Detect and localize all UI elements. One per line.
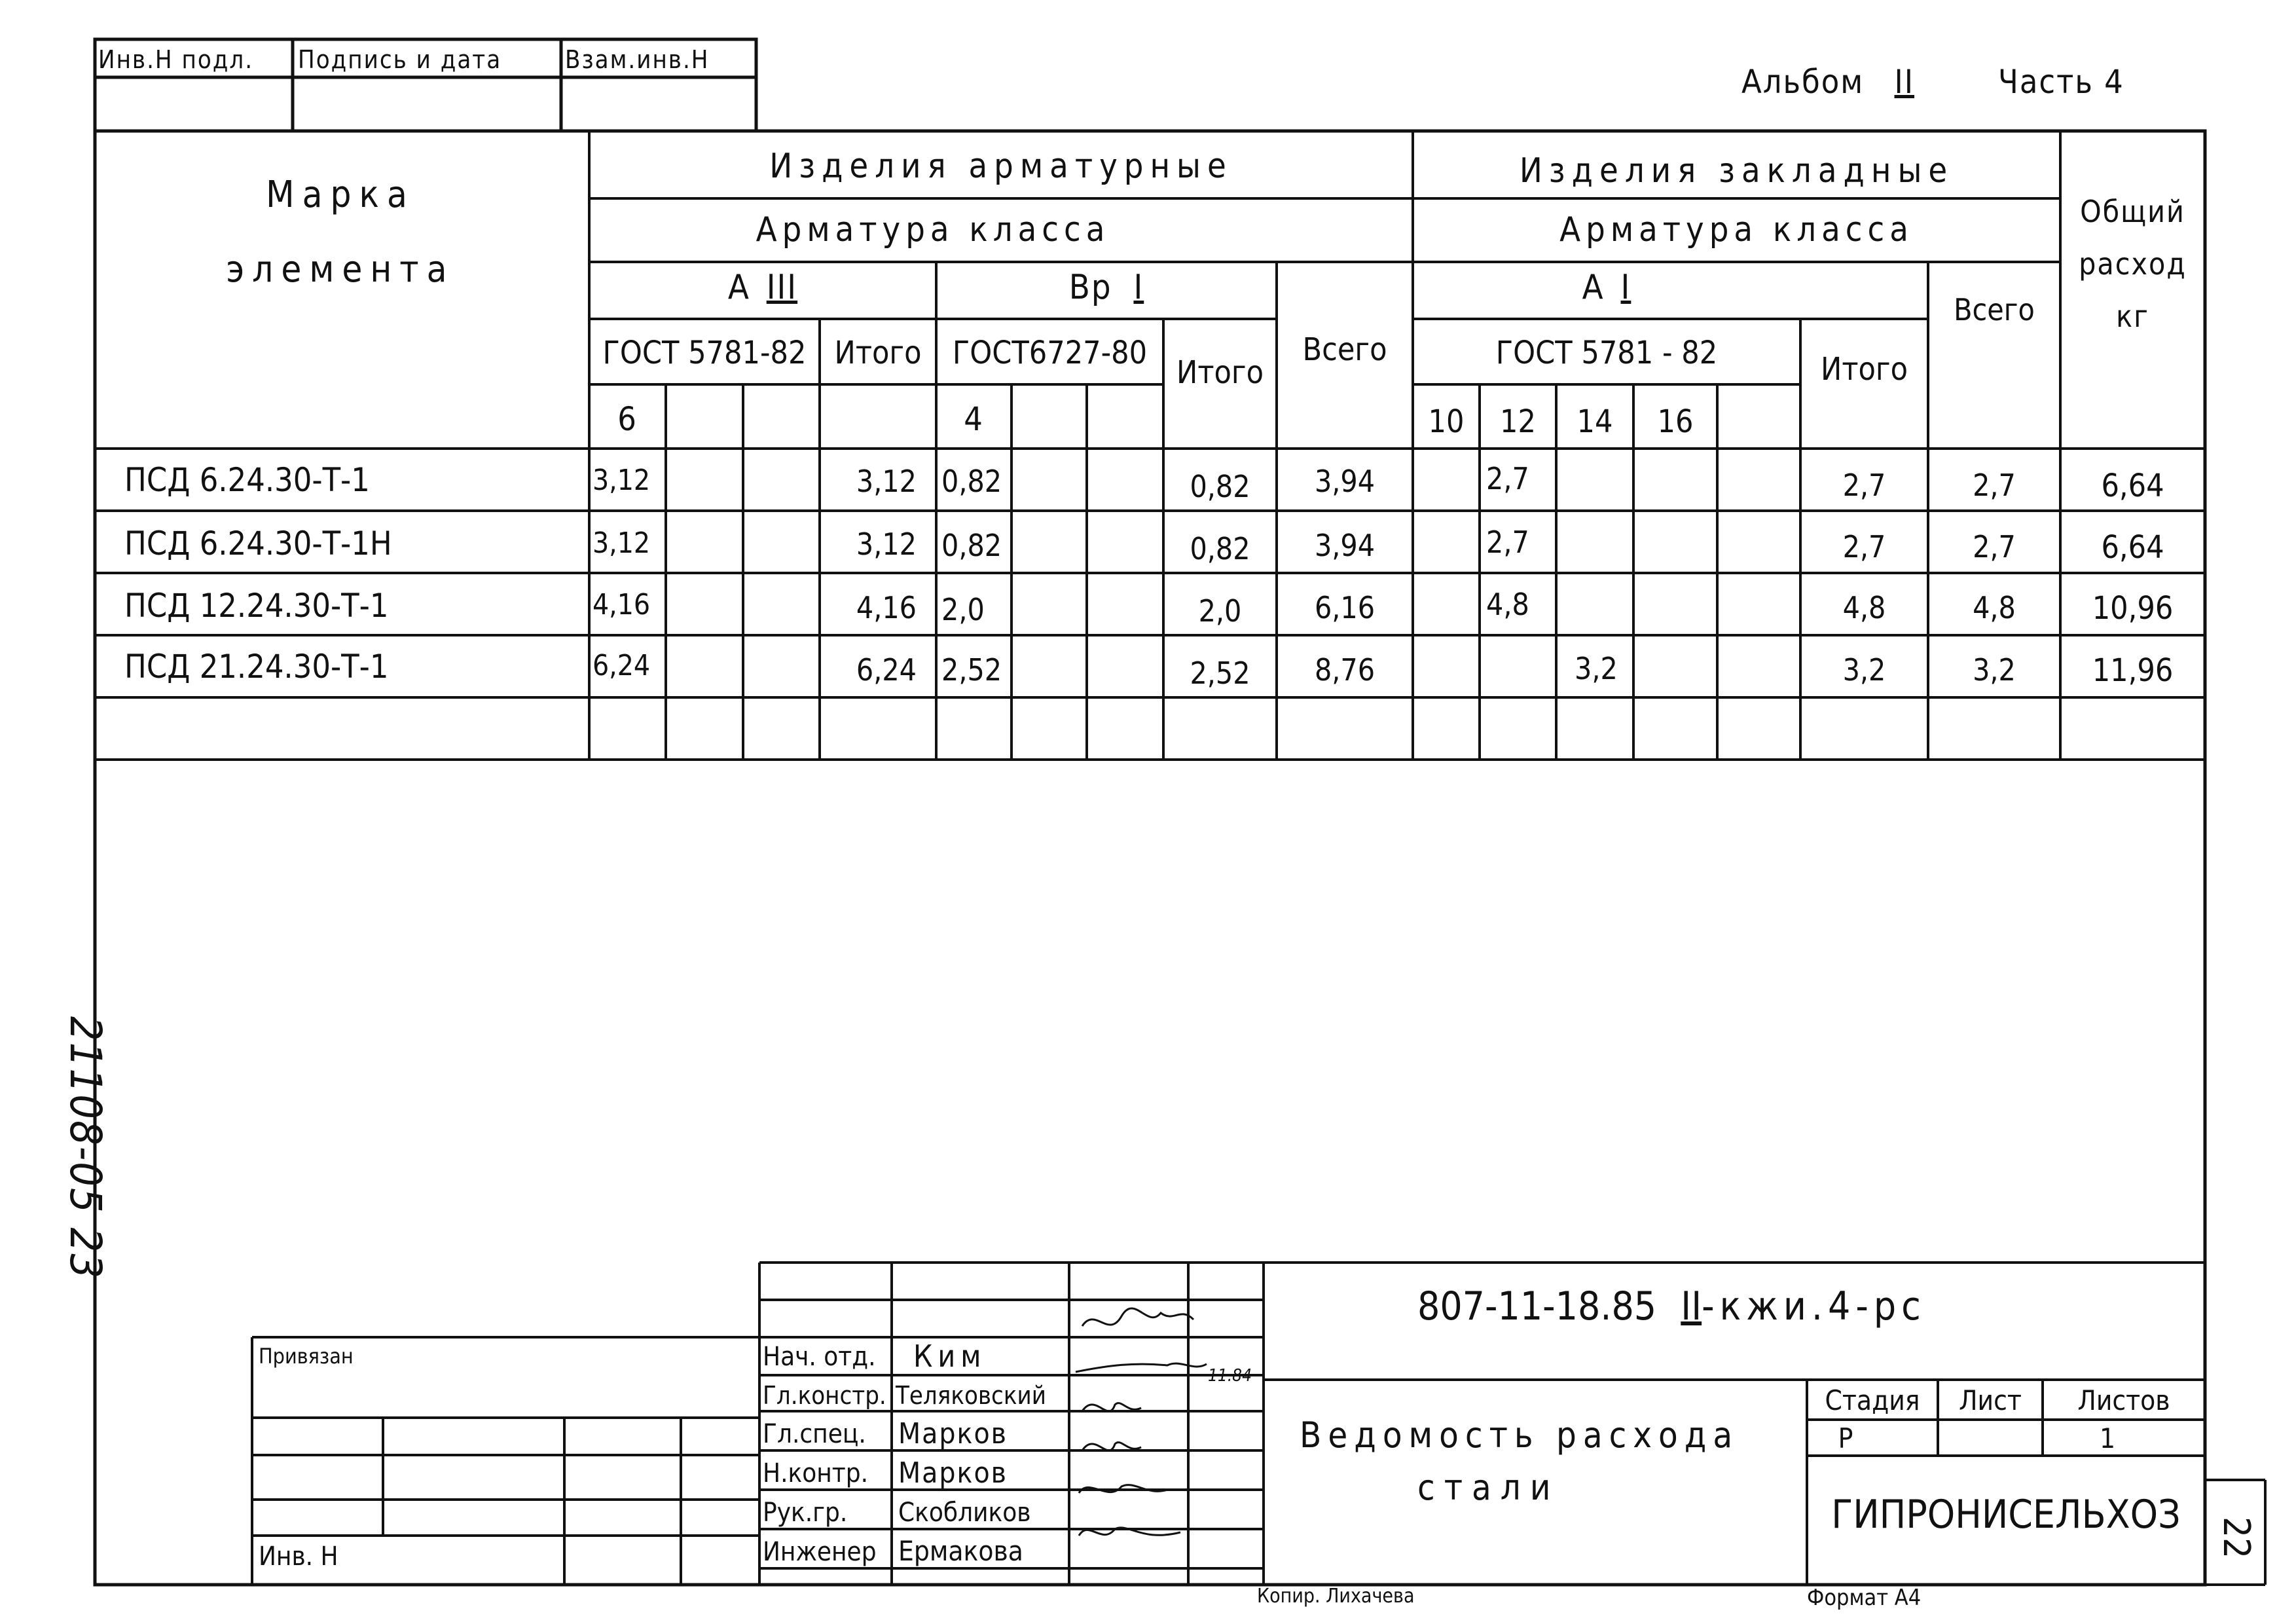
staff-role: Инженер — [763, 1537, 877, 1567]
row-total: 6,64 — [2101, 529, 2164, 566]
row-vsego-arm: 3,94 — [1314, 528, 1376, 563]
gost-a3: ГОСТ 5781-82 — [602, 335, 807, 371]
row-a1-12: 4,8 — [1486, 587, 1529, 622]
stadiya-label: Стадия — [1825, 1384, 1920, 1416]
row-total: 11,96 — [2092, 652, 2174, 689]
signature-telyakovsky — [1076, 1363, 1207, 1372]
row-vsego-arm: 3,94 — [1314, 464, 1376, 499]
sheet-title-line1: Ведомость расхода — [1300, 1414, 1740, 1456]
bp1-numeral: I — [1133, 268, 1144, 307]
kopir-label: Копир. Лихачева — [1257, 1585, 1415, 1608]
row-total: 6,64 — [2101, 468, 2164, 504]
staff-role: Рук.гр. — [763, 1498, 848, 1528]
album-label — [1741, 63, 1915, 101]
vsego-arm: Всего — [1302, 331, 1387, 368]
privyazan-label: Привязан — [259, 1344, 354, 1369]
stadiya-value: Р — [1838, 1422, 1855, 1454]
itogo-bp1: Итого — [1176, 354, 1264, 391]
row-bp-4: 2,52 — [941, 652, 1002, 688]
diameter-bp1: 4 — [964, 400, 984, 438]
row-vsego-zakl: 3,2 — [1973, 652, 2016, 688]
signatures — [1069, 1300, 1266, 1585]
class-bp1 — [936, 268, 1277, 307]
class-zakladnye: Арматура класса — [1559, 210, 1914, 249]
row-vsego-arm: 8,76 — [1314, 652, 1376, 688]
row-a1-12: 2,7 — [1486, 461, 1529, 496]
listov-label: Листов — [2077, 1384, 2170, 1416]
row-a3-6: 6,24 — [592, 649, 651, 682]
signature-markov-2 — [1082, 1443, 1141, 1450]
row-a1-itogo: 2,7 — [1842, 468, 1886, 503]
inv-no-label: Инв. Н — [259, 1541, 338, 1572]
row-vsego-zakl: 4,8 — [1973, 590, 2016, 625]
group-zakladnye: Изделия закладные — [1519, 151, 1954, 191]
a3-label: А — [727, 268, 750, 307]
a1-numeral: I — [1620, 268, 1631, 307]
gost-bp1: ГОСТ6727-80 — [952, 335, 1148, 371]
class-a1 — [1413, 268, 1800, 307]
doc-code-suffix: -кжи.4-рс — [1702, 1283, 1926, 1329]
sheet-title-line2: стали — [1417, 1467, 1560, 1508]
staff-name: Скобликов — [898, 1498, 1031, 1528]
row-vsego-zakl: 2,7 — [1973, 468, 2016, 503]
a1-label: А — [1582, 268, 1605, 307]
vsego-zakl: Всего — [1954, 292, 2035, 327]
format-label: Формат А4 — [1807, 1585, 1922, 1611]
header-obshchiy — [2060, 194, 2205, 334]
obshchiy-line1: Общий — [2080, 194, 2185, 229]
listov-value: 1 — [2099, 1422, 2117, 1454]
gost-a1: ГОСТ 5781 - 82 — [1495, 335, 1718, 371]
inv-podl-label: Инв.Н подл. — [98, 45, 254, 74]
row-mark: ПСД 6.24.30-Т-1 — [124, 461, 370, 499]
row-bp-itogo: 0,82 — [1190, 531, 1250, 566]
row-bp-4: 0,82 — [941, 528, 1002, 563]
staff-role: Гл.констр. — [763, 1381, 886, 1410]
marka-line1: Марка — [266, 174, 415, 216]
organization-name: ГИПРОНИСЕЛЬХОЗ — [1831, 1492, 2181, 1538]
doc-code-number: 807-11-18.85 — [1417, 1283, 1657, 1329]
row-vsego-zakl: 2,7 — [1973, 529, 2016, 564]
row-a3-6: 3,12 — [592, 464, 651, 497]
row-vsego-arm: 6,16 — [1314, 590, 1376, 625]
row-a3-6: 3,12 — [592, 526, 651, 560]
row-bp-4: 0,82 — [941, 464, 1002, 499]
itogo-a1: Итого — [1821, 351, 1908, 388]
doc-code — [1417, 1283, 1926, 1329]
row-a1-itogo: 2,7 — [1842, 529, 1886, 564]
signature-markov-1 — [1082, 1403, 1141, 1411]
itogo-a3: Итого — [834, 335, 922, 371]
list-label: Лист — [1959, 1384, 2022, 1416]
row-bp-itogo: 2,52 — [1190, 655, 1250, 691]
diameter-a1-4: 16 — [1657, 403, 1694, 440]
staff-name: Марков — [898, 1456, 1008, 1490]
staff-role: Нач. отд. — [763, 1342, 876, 1372]
row-bp-itogo: 2,0 — [1198, 593, 1242, 629]
class-armaturnye: Арматура класса — [756, 210, 1110, 249]
staff-role: Н.контр. — [763, 1458, 869, 1488]
staff-name: Теляковский — [896, 1381, 1046, 1410]
header-marka — [105, 174, 576, 291]
row-a3-itogo: 3,12 — [856, 526, 917, 562]
row-a1-itogo: 4,8 — [1842, 590, 1886, 625]
row-mark: ПСД 12.24.30-Т-1 — [124, 587, 389, 625]
row-a3-itogo: 3,12 — [856, 464, 917, 499]
row-a1-12: 2,7 — [1486, 525, 1529, 560]
sheet-number: 22 — [2215, 1517, 2257, 1559]
row-a3-itogo: 6,24 — [856, 652, 917, 688]
row-bp-itogo: 0,82 — [1190, 469, 1250, 504]
signature-date: 11.84 — [1208, 1366, 1252, 1386]
signature-kim — [1082, 1308, 1194, 1326]
row-total: 10,96 — [2092, 590, 2174, 627]
group-armaturnye: Изделия арматурные — [769, 147, 1233, 186]
row-a1-14: 3,2 — [1575, 651, 1618, 686]
obshchiy-line3: кг — [2116, 299, 2149, 334]
marka-line2: элемента — [226, 248, 455, 291]
row-a3-6: 4,16 — [592, 588, 651, 621]
staff-name: Марков — [898, 1417, 1008, 1450]
doc-code-numeral: II — [1681, 1283, 1702, 1329]
podpis-data-label: Подпись и дата — [298, 45, 502, 74]
diameter-a1-3: 14 — [1576, 403, 1613, 440]
row-mark: ПСД 21.24.30-Т-1 — [124, 648, 389, 686]
diameter-a1-1: 10 — [1428, 403, 1465, 440]
diameter-a1-2: 12 — [1500, 403, 1536, 440]
obshchiy-line2: расход — [2079, 246, 2187, 282]
part-label: Часть 4 — [1998, 63, 2124, 101]
album-number: II — [1894, 63, 1915, 101]
row-mark: ПСД 6.24.30-Т-1Н — [124, 525, 392, 563]
staff-name: Ким — [913, 1338, 987, 1374]
staff-role: Гл.спец. — [763, 1419, 866, 1449]
bp1-label: Вр — [1068, 268, 1112, 307]
row-bp-4: 2,0 — [941, 592, 985, 627]
a3-numeral: III — [766, 268, 798, 307]
vzam-inv-label: Взам.инв.Н — [565, 45, 710, 74]
album-text: Альбом — [1741, 63, 1865, 101]
side-code: 21108-05 23 — [60, 1016, 111, 1280]
signature-skoblikov — [1079, 1485, 1167, 1493]
signature-ermakova — [1079, 1528, 1180, 1536]
diameter-a3: 6 — [617, 400, 638, 438]
row-a3-itogo: 4,16 — [856, 590, 917, 625]
staff-name: Ермакова — [898, 1535, 1023, 1567]
class-a3 — [589, 268, 936, 307]
row-a1-itogo: 3,2 — [1842, 652, 1886, 688]
